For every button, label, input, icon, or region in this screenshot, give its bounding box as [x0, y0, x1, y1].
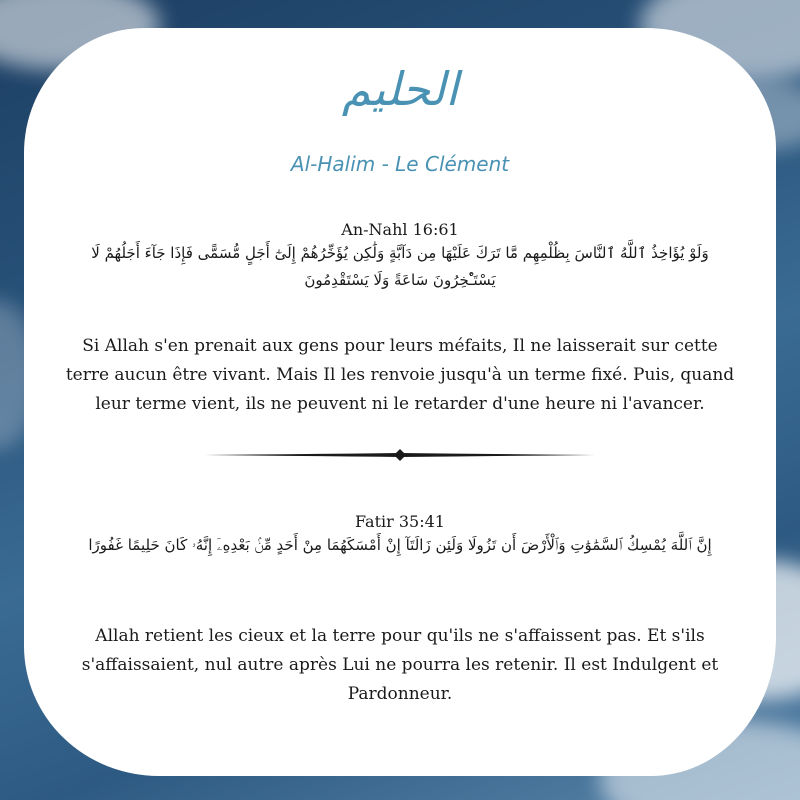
name-subtitle: Al-Halim - Le Clément — [290, 152, 510, 176]
divider-line — [400, 453, 595, 457]
verse-arabic-text: وَلَوْ يُؤَاخِذُ ٱللَّهُ ٱلنَّاسَ بِظُلْمِهِم مَّا تَرَكَ عَلَيْهَا مِن دَآبَّةٍ وَلَٰكِن يُؤَخِّرُهُمْ إِلَىٰٓ أَجَلٍ مُّسَمًّى فَإِذَا جَآءَ أَجَلُهُمْ لَا يَسْتَـْٔخِرُونَ سَاعَةً وَلَا يَسْتَقْدِمُونَ — [91, 244, 709, 289]
calligraphy-title: الحليم — [341, 62, 459, 116]
verse-reference: Fatir 35:41 — [355, 512, 445, 531]
verse-block-1 — [60, 220, 740, 294]
verse-arabic-text: إِنَّ ٱللَّهَ يُمْسِكُ ٱلسَّمَٰوَٰتِ وَٱلْأَرْضَ أَن تَزُولَا وَلَئِن زَالَتَآ إِنْ أَمْسَكَهُمَا مِنْ أَحَدٍ مِّنۢ بَعْدِهِۦٓ إِنَّهُۥ كَانَ حَلِيمًا غَفُورًا — [88, 536, 712, 554]
divider-line — [205, 453, 400, 457]
verse-translation: Si Allah s'en prenait aux gens pour leurs méfaits, Il ne laisserait sur cette terre aucun être vivant. Mais Il les renvoie jusqu'à un terme fixé. Puis, quand leur terme vient, ils ne peuvent ni le retarder d'une heure ni l'avancer. — [65, 336, 735, 414]
verse-translation: Allah retient les cieux et la terre pour qu'ils ne s'affaissent pas. Et s'ils s'affaissaient, nul autre après Lui ne pourra les retenir. Il est Indulgent et Pardonneur. — [81, 626, 719, 704]
verse-block-2 — [60, 512, 740, 559]
diamond-ornament — [394, 449, 406, 461]
ornament-divider — [205, 448, 595, 462]
verse-reference: An-Nahl 16:61 — [341, 220, 459, 239]
